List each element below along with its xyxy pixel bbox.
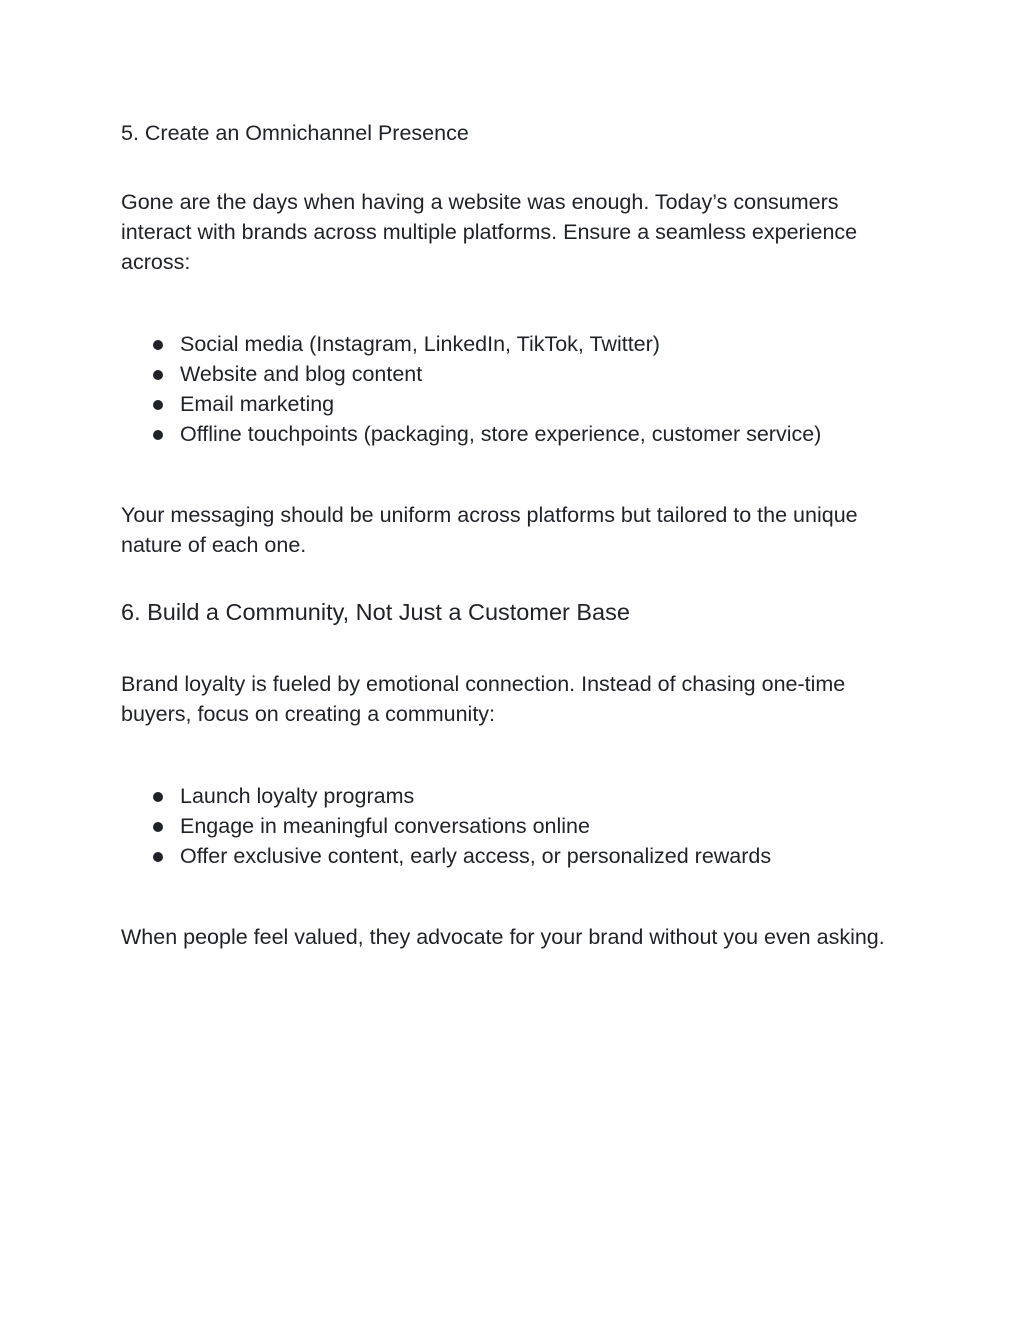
section-6-heading: 6. Build a Community, Not Just a Customer Base: [121, 599, 630, 625]
list-item-text: Offline touchpoints (packaging, store experience, customer service): [180, 422, 822, 446]
list-item: [121, 841, 921, 871]
section-5-closing: Your messaging should be uniform across platforms but tailored to the unique nature of each one.: [121, 503, 858, 557]
list-item-text: Social media (Instagram, LinkedIn, TikTok, Twitter): [180, 332, 660, 356]
bullet-icon: [153, 822, 163, 832]
section-6-bullet-list: [121, 781, 921, 871]
section-5-intro: Gone are the days when having a website was enough. Today’s consumers interact with brands across multiple platforms. Ensure a seamless experience across:: [121, 190, 858, 274]
bullet-icon: [153, 370, 163, 380]
list-item: [121, 329, 921, 359]
list-item: [121, 359, 921, 389]
list-item: [121, 781, 921, 811]
list-item-text: Website and blog content: [180, 362, 423, 386]
list-item-text: Email marketing: [180, 392, 335, 416]
bullet-icon: [153, 852, 163, 862]
list-item-text: Engage in meaningful conversations online: [180, 814, 590, 838]
bullet-icon: [153, 430, 163, 440]
section-6-intro: Brand loyalty is fueled by emotional connection. Instead of chasing one-time buyers, focus on creating a community:: [121, 672, 846, 726]
section-6-closing: When people feel valued, they advocate for your brand without you even asking.: [121, 925, 885, 949]
bullet-icon: [153, 792, 163, 802]
section-5-bullet-list: [121, 329, 921, 449]
list-item: [121, 419, 921, 449]
section-5-heading: 5. Create an Omnichannel Presence: [121, 121, 469, 145]
list-item: [121, 811, 921, 841]
bullet-icon: [153, 400, 163, 410]
list-item-text: Offer exclusive content, early access, or personalized rewards: [180, 844, 772, 868]
bullet-icon: [153, 340, 163, 350]
list-item-text: Launch loyalty programs: [180, 784, 415, 808]
list-item: [121, 389, 921, 419]
